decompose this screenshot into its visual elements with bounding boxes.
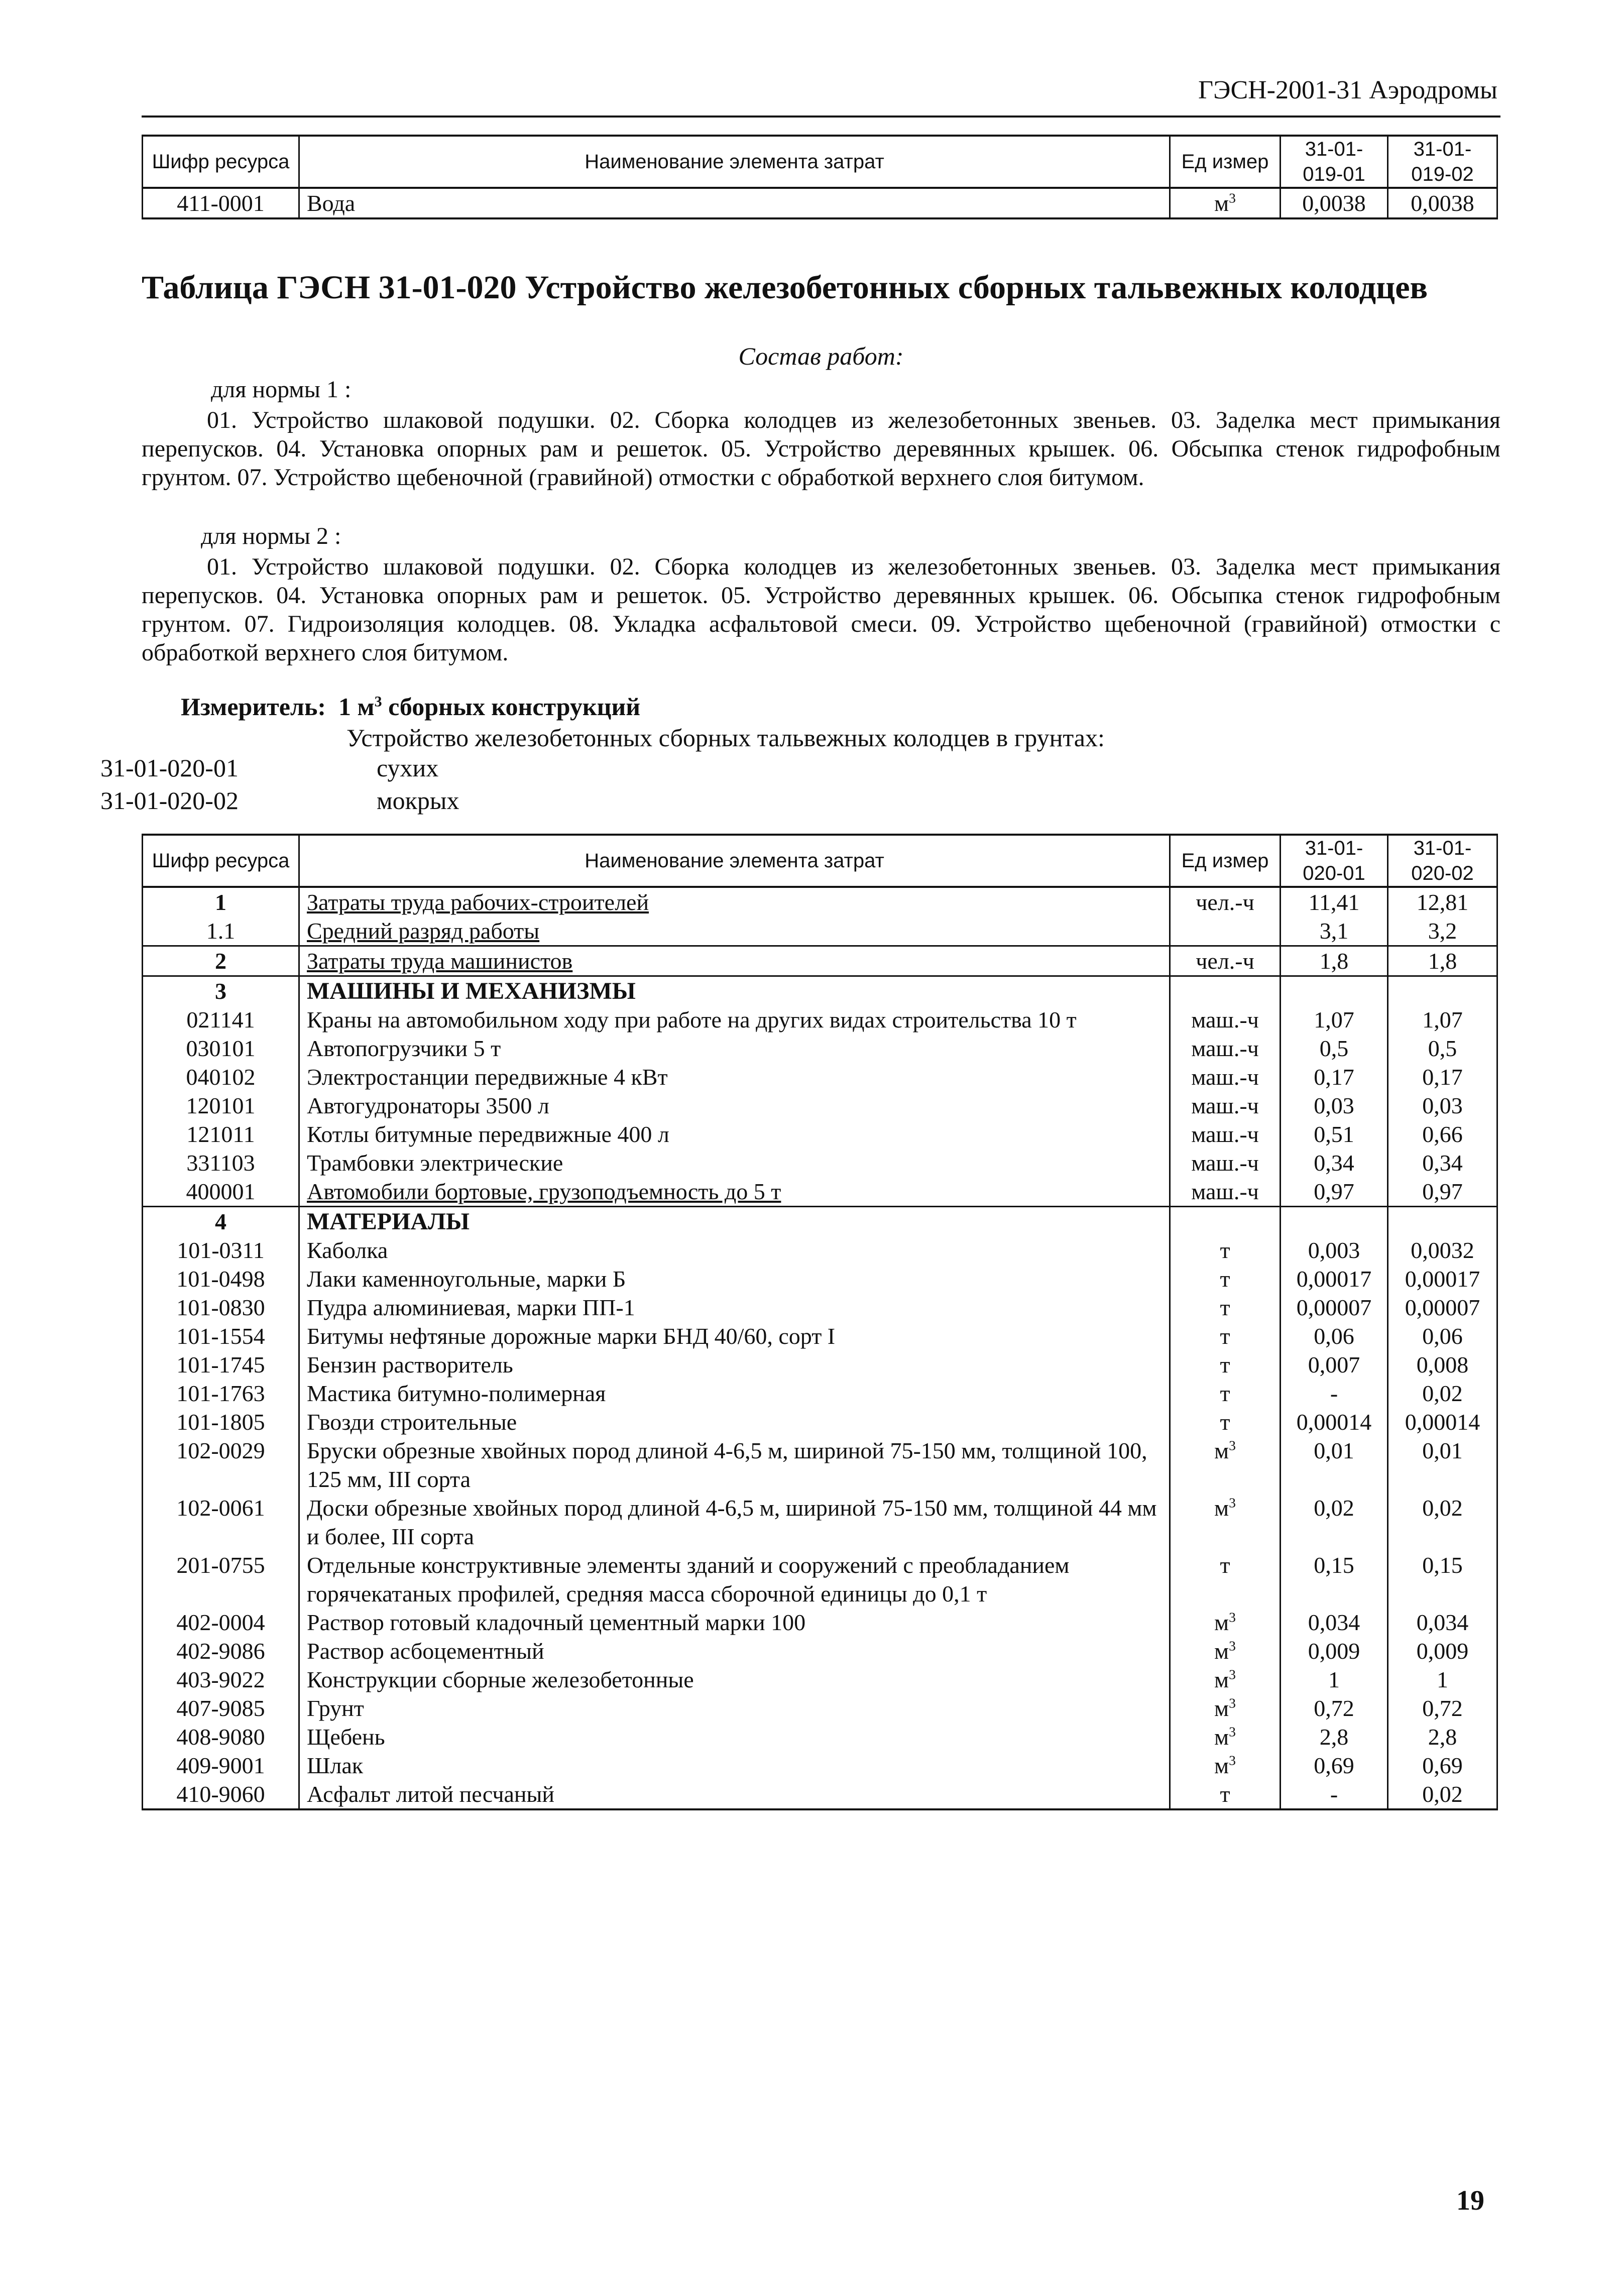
resource-unit: т — [1170, 1236, 1281, 1265]
table-row — [143, 1665, 1497, 1694]
norm-b-value: 0,15 — [1388, 1551, 1497, 1608]
norm-a-value: 0,5 — [1281, 1034, 1388, 1063]
works-heading: Состав работ: — [738, 342, 904, 370]
resource-unit: т — [1170, 1780, 1281, 1809]
norm-b-value: 0,69 — [1388, 1751, 1497, 1780]
resource-unit — [1170, 917, 1281, 946]
table-row — [143, 976, 1497, 1006]
resource-code: 101-0498 — [143, 1265, 299, 1293]
resource-code: 040102 — [143, 1063, 299, 1091]
resource-name: Котлы битумные передвижные 400 л — [299, 1120, 1170, 1149]
norm-b-value: 0,17 — [1388, 1063, 1497, 1091]
page-number: 19 — [1456, 2185, 1484, 2216]
table-row — [143, 946, 1497, 976]
resource-table — [142, 834, 1498, 1810]
measure-value: 1 $м^3$ сборных конструкций — [338, 693, 641, 721]
norm-a-value: 0,02 — [1281, 1494, 1388, 1551]
variants-caption: Устройство железобетонных сборных тальвежных колодцев в грунтах: — [346, 724, 1105, 752]
resource-code: 021141 — [143, 1005, 299, 1034]
col-header-unit: Ед измер — [1170, 835, 1281, 887]
col-header-name: Наименование элемента затрат — [299, 136, 1170, 188]
norm-a-value: 0,17 — [1281, 1063, 1388, 1091]
resource-name: Отдельные конструктивные элементы зданий и сооружений с преобладанием горячекатаных профилей, средняя масса сборочной единицы до 0,1 т — [299, 1551, 1170, 1608]
table-row — [143, 1091, 1497, 1120]
resource-code: 121011 — [143, 1120, 299, 1149]
norm-b-value: 0,0038 — [1388, 188, 1497, 218]
table-row — [143, 1120, 1497, 1149]
norm-a-value: 0,00017 — [1281, 1265, 1388, 1293]
resource-name: Автомобили бортовые, грузоподъемность до 5 т — [299, 1177, 1170, 1207]
norm-a-value: 1 — [1281, 1665, 1388, 1694]
norm-b-value: 0,00017 — [1388, 1265, 1497, 1293]
norm-a-value: 1,07 — [1281, 1005, 1388, 1034]
norm-b-value: 0,009 — [1388, 1637, 1497, 1665]
resource-code: 101-1554 — [143, 1322, 299, 1350]
resource-name: Краны на автомобильном ходу при работе на других видах строительства 10 т — [299, 1005, 1170, 1034]
resource-code: 101-0311 — [143, 1236, 299, 1265]
resource-unit: т — [1170, 1379, 1281, 1408]
norm-b-value: 0,06 — [1388, 1322, 1497, 1350]
resource-unit: т — [1170, 1322, 1281, 1350]
resource-name: Конструкции сборные железобетонные — [299, 1665, 1170, 1694]
resource-name: МАШИНЫ И МЕХАНИЗМЫ — [299, 976, 1170, 1006]
table-row — [143, 1723, 1497, 1751]
norm-a-value: 0,00007 — [1281, 1293, 1388, 1322]
resource-unit: т — [1170, 1293, 1281, 1322]
resource-unit: $м^3$ — [1170, 1723, 1281, 1751]
norm-b-value: 1 — [1388, 1665, 1497, 1694]
norm-a-value: 11,41 — [1281, 887, 1388, 917]
norm-a-value: 0,0038 — [1281, 188, 1388, 218]
variant-name-1: сухих — [377, 754, 439, 782]
table-row — [143, 1322, 1497, 1350]
table-row — [143, 1608, 1497, 1637]
table-row — [143, 1350, 1497, 1379]
variant-code-2: 31-01-020-02 — [100, 786, 239, 815]
norm-b-value: 1,8 — [1388, 946, 1497, 976]
header-rule — [142, 116, 1500, 118]
table-row — [143, 188, 1497, 218]
resource-code: 102-0029 — [143, 1436, 299, 1494]
resource-unit: маш.-ч — [1170, 1120, 1281, 1149]
norm-b-value: 3,2 — [1388, 917, 1497, 946]
norm2-text: 01. Устройство шлаковой подушки. 02. Сборка колодцев из железобетонных звеньев. 03. Заделка мест примыкания перепусков. 04. Установка опорных рам и решеток. 05. Устройство деревянных крышек. 06. Обсыпка стенок гидрофобным грунтом. 07. Гидроизоляция колодцев. 08. Укладка асфальтовой смеси. 09. Устройство щебеночной (гравийной) отмостки с обработкой верхнего слоя битумом. — [142, 553, 1500, 666]
norm-a-value: 0,01 — [1281, 1436, 1388, 1494]
table-row — [143, 1293, 1497, 1322]
table-row — [143, 1780, 1497, 1809]
resource-code: 101-0830 — [143, 1293, 299, 1322]
resource-name: Раствор готовый кладочный цементный марки 100 — [299, 1608, 1170, 1637]
norm-b-value: 2,8 — [1388, 1723, 1497, 1751]
table-row — [143, 1637, 1497, 1665]
norm-b-value: 0,008 — [1388, 1350, 1497, 1379]
resource-code: 201-0755 — [143, 1551, 299, 1608]
resource-code: 120101 — [143, 1091, 299, 1120]
norm-a-value: 3,1 — [1281, 917, 1388, 946]
norm-b-value: 0,5 — [1388, 1034, 1497, 1063]
norm-b-value: 0,034 — [1388, 1608, 1497, 1637]
norm-a-value: 0,51 — [1281, 1120, 1388, 1149]
resource-name: Автопогрузчики 5 т — [299, 1034, 1170, 1063]
resource-code: 101-1805 — [143, 1408, 299, 1436]
resource-unit — [1170, 1207, 1281, 1236]
table-row — [143, 887, 1497, 917]
norm-b-value: 12,81 — [1388, 887, 1497, 917]
col-header-norm-a: 31-01-020-01 — [1281, 835, 1388, 887]
table-row — [143, 1379, 1497, 1408]
table-header-row — [143, 835, 1497, 887]
variant-code-1: 31-01-020-01 — [100, 754, 239, 782]
norm-a-value: 1,8 — [1281, 946, 1388, 976]
resource-unit: $м^3$ — [1170, 1637, 1281, 1665]
resource-name: Доски обрезные хвойных пород длиной 4-6,5 м, шириной 75-150 мм, толщиной 44 мм и более, III сорта — [299, 1494, 1170, 1551]
resource-name: Затраты труда машинистов — [299, 946, 1170, 976]
table-row — [143, 1551, 1497, 1608]
col-header-name: Наименование элемента затрат — [299, 835, 1170, 887]
resource-name: Щебень — [299, 1723, 1170, 1751]
norm-a-value: 0,003 — [1281, 1236, 1388, 1265]
measure-line — [181, 692, 640, 721]
norm-b-value — [1388, 976, 1497, 1006]
col-header-code: Шифр ресурса — [143, 835, 299, 887]
resource-code: 409-9001 — [143, 1751, 299, 1780]
norm-b-value: 0,01 — [1388, 1436, 1497, 1494]
table-row — [143, 1034, 1497, 1063]
norm-a-value: - — [1281, 1379, 1388, 1408]
resource-name: Вода — [299, 188, 1170, 218]
resource-code: 4 — [143, 1207, 299, 1236]
norm-a-value: 0,15 — [1281, 1551, 1388, 1608]
norm-b-value: 0,34 — [1388, 1149, 1497, 1177]
resource-code: 1.1 — [143, 917, 299, 946]
norm-a-value: 0,97 — [1281, 1177, 1388, 1207]
norm-b-value: 0,02 — [1388, 1379, 1497, 1408]
resource-unit: т — [1170, 1551, 1281, 1608]
norm-a-value — [1281, 1207, 1388, 1236]
table-row — [143, 1694, 1497, 1723]
table-row — [143, 1236, 1497, 1265]
resource-unit: $м^3$ — [1170, 1436, 1281, 1494]
resource-code: 1 — [143, 887, 299, 917]
resource-unit: маш.-ч — [1170, 1149, 1281, 1177]
resource-unit: чел.-ч — [1170, 887, 1281, 917]
resource-name: Бруски обрезные хвойных пород длиной 4-6,5 м, шириной 75-150 мм, толщиной 100, 125 мм, III сорта — [299, 1436, 1170, 1494]
resource-name: Автогудронаторы 3500 л — [299, 1091, 1170, 1120]
resource-unit — [1170, 976, 1281, 1006]
resource-unit: $м^3$ — [1170, 1608, 1281, 1637]
resource-name: Бензин растворитель — [299, 1350, 1170, 1379]
norm-a-value: 0,007 — [1281, 1350, 1388, 1379]
resource-code: 402-9086 — [143, 1637, 299, 1665]
previous-table-continuation — [142, 135, 1498, 219]
table-row — [143, 1751, 1497, 1780]
norm1-text: 01. Устройство шлаковой подушки. 02. Сборка колодцев из железобетонных звеньев. 03. Заделка мест примыкания перепусков. 04. Установка опорных рам и решеток. 05. Устройство деревянных крышек. 06. Обсыпка стенок гидрофобным грунтом. 07. Устройство щебеночной (гравийной) отмостки с обработкой верхнего слоя битумом. — [142, 407, 1500, 491]
resource-unit: т — [1170, 1265, 1281, 1293]
resource-code: 408-9080 — [143, 1723, 299, 1751]
resource-unit: маш.-ч — [1170, 1063, 1281, 1091]
resource-name: Средний разряд работы — [299, 917, 1170, 946]
norm1-label: для нормы 1 : — [211, 376, 352, 403]
resource-name: Грунт — [299, 1694, 1170, 1723]
resource-code: 400001 — [143, 1177, 299, 1207]
norm-b-value: 0,00014 — [1388, 1408, 1497, 1436]
resource-unit: маш.-ч — [1170, 1005, 1281, 1034]
col-header-code: Шифр ресурса — [143, 136, 299, 188]
resource-name: Раствор асбоцементный — [299, 1637, 1170, 1665]
table-row — [143, 1149, 1497, 1177]
table-row — [143, 1207, 1497, 1236]
norm-b-value — [1388, 1207, 1497, 1236]
table-row — [143, 1177, 1497, 1207]
norm-a-value: 0,034 — [1281, 1608, 1388, 1637]
resource-code: 411-0001 — [143, 188, 299, 218]
norm-b-value: 1,07 — [1388, 1005, 1497, 1034]
resource-name: Гвозди строительные — [299, 1408, 1170, 1436]
resource-name: Лаки каменноугольные, марки Б — [299, 1265, 1170, 1293]
table-row — [143, 917, 1497, 946]
resource-unit: $м^3$ — [1170, 188, 1281, 218]
resource-unit: маш.-ч — [1170, 1091, 1281, 1120]
norm-b-value: 0,00007 — [1388, 1293, 1497, 1322]
norm-b-value: 0,03 — [1388, 1091, 1497, 1120]
norm-b-value: 0,72 — [1388, 1694, 1497, 1723]
norm-a-value: 0,34 — [1281, 1149, 1388, 1177]
norm-b-value: 0,0032 — [1388, 1236, 1497, 1265]
resource-name: Трамбовки электрические — [299, 1149, 1170, 1177]
norm-a-value: 2,8 — [1281, 1723, 1388, 1751]
col-header-unit: Ед измер — [1170, 136, 1281, 188]
resource-name: Асфальт литой песчаный — [299, 1780, 1170, 1809]
norm-a-value: 0,009 — [1281, 1637, 1388, 1665]
norm-a-value: 0,00014 — [1281, 1408, 1388, 1436]
resource-unit: маш.-ч — [1170, 1177, 1281, 1207]
norm-a-value: - — [1281, 1780, 1388, 1809]
resource-unit: $м^3$ — [1170, 1494, 1281, 1551]
resource-name: Затраты труда рабочих-строителей — [299, 887, 1170, 917]
table-row — [143, 1494, 1497, 1551]
norm-a-value: 0,06 — [1281, 1322, 1388, 1350]
resource-unit: $м^3$ — [1170, 1694, 1281, 1723]
resource-name: Электростанции передвижные 4 кВт — [299, 1063, 1170, 1091]
resource-unit: $м^3$ — [1170, 1665, 1281, 1694]
norm-b-value: 0,02 — [1388, 1780, 1497, 1809]
resource-unit: т — [1170, 1350, 1281, 1379]
resource-code: 102-0061 — [143, 1494, 299, 1551]
col-header-norm-a: 31-01-019-01 — [1281, 136, 1388, 188]
resource-name: Пудра алюминиевая, марки ПП-1 — [299, 1293, 1170, 1322]
resource-name: Битумы нефтяные дорожные марки БНД 40/60, сорт I — [299, 1322, 1170, 1350]
resource-code: 101-1745 — [143, 1350, 299, 1379]
col-header-norm-b: 31-01-019-02 — [1388, 136, 1497, 188]
table-row — [143, 1408, 1497, 1436]
measure-label: Измеритель: — [181, 693, 326, 721]
col-header-norm-b: 31-01-020-02 — [1388, 835, 1497, 887]
norm2-label: для нормы 2 : — [201, 523, 341, 549]
norm-a-value: 0,03 — [1281, 1091, 1388, 1120]
resource-name: Мастика битумно-полимерная — [299, 1379, 1170, 1408]
norm-a-value: 0,72 — [1281, 1694, 1388, 1723]
resource-name: Шлак — [299, 1751, 1170, 1780]
table-row — [143, 1436, 1497, 1494]
table-row — [143, 1005, 1497, 1034]
resource-code: 030101 — [143, 1034, 299, 1063]
running-header: ГЭСН-2001-31 Аэродромы — [1198, 76, 1497, 104]
resource-code: 3 — [143, 976, 299, 1006]
norm-a-value: 0,69 — [1281, 1751, 1388, 1780]
resource-code: 2 — [143, 946, 299, 976]
variant-name-2: мокрых — [377, 786, 459, 815]
resource-unit: маш.-ч — [1170, 1034, 1281, 1063]
resource-code: 403-9022 — [143, 1665, 299, 1694]
resource-code: 402-0004 — [143, 1608, 299, 1637]
norm-b-value: 0,97 — [1388, 1177, 1497, 1207]
table-row — [143, 1063, 1497, 1091]
resource-name: Каболка — [299, 1236, 1170, 1265]
resource-code: 101-1763 — [143, 1379, 299, 1408]
resource-unit: т — [1170, 1408, 1281, 1436]
norm-b-value: 0,66 — [1388, 1120, 1497, 1149]
resource-name: МАТЕРИАЛЫ — [299, 1207, 1170, 1236]
resource-unit: $м^3$ — [1170, 1751, 1281, 1780]
resource-code: 331103 — [143, 1149, 299, 1177]
table-title: Таблица ГЭСН 31-01-020 Устройство железобетонных сборных тальвежных колодцев — [142, 269, 1428, 306]
table-row — [143, 1265, 1497, 1293]
norm-b-value: 0,02 — [1388, 1494, 1497, 1551]
norm-a-value — [1281, 976, 1388, 1006]
resource-code: 407-9085 — [143, 1694, 299, 1723]
resource-code: 410-9060 — [143, 1780, 299, 1809]
resource-unit: чел.-ч — [1170, 946, 1281, 976]
table-header-row — [143, 136, 1497, 188]
